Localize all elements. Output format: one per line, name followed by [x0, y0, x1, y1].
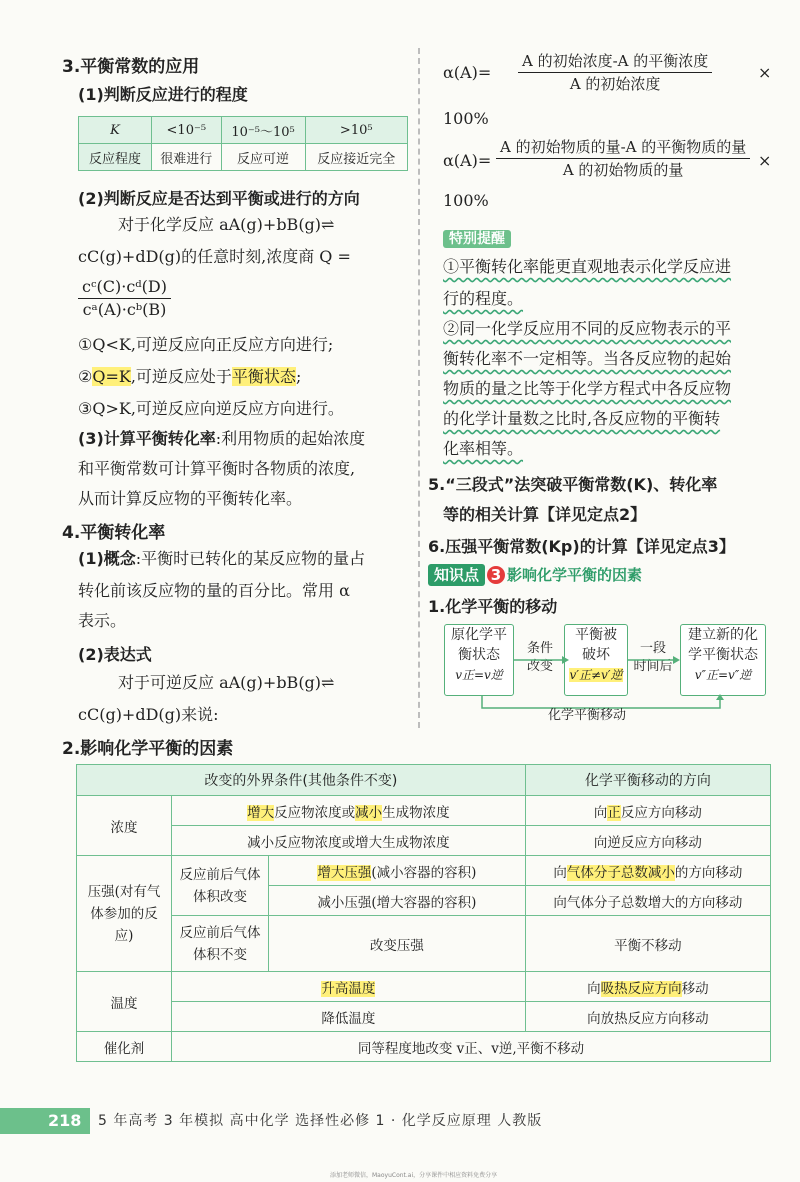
row-label: 压强(对有气体参加的反应) [77, 856, 172, 972]
section-2-title: 2.影响化学平衡的因素 [62, 739, 234, 759]
paragraph: 对于可逆反应 aA(g)+bB(g)⇌ [118, 673, 335, 692]
tip-label: 特别提醒 [443, 230, 511, 248]
column-divider [418, 48, 420, 728]
cell [525, 972, 770, 1002]
text: 行的程度。 [443, 289, 524, 308]
cell: 反应程度 [79, 144, 152, 171]
text: 的方向移动 [674, 864, 743, 881]
tip-badge [443, 228, 511, 248]
cell: 反应前后气体体积不变 [172, 916, 269, 972]
subsection-title: (2)表达式 [78, 645, 152, 664]
subsection-1-title: (1)判断反应进行的程度 [78, 85, 248, 104]
text: v″正=v″逆 [694, 668, 752, 682]
text: 改变 [526, 659, 553, 674]
text: ② [78, 367, 93, 386]
section-5-title: 5.“三段式”法突破平衡常数(K)、转化率 [428, 475, 718, 494]
cell: 改变压强 [269, 916, 526, 972]
paragraph: 表示。 [78, 611, 127, 630]
condition-2 [78, 362, 301, 392]
text: 的化学计量数之比时,各反应物的平衡转 [443, 409, 721, 428]
highlight: 吸热反应方向 [600, 980, 682, 997]
cell [269, 856, 526, 886]
text: 向 [587, 980, 601, 997]
factors-table [76, 764, 771, 1062]
paragraph: cC(g)+dD(g)来说: [78, 705, 219, 724]
highlight: 平衡状态 [231, 367, 296, 386]
text: :利用物质的起始浓度 [215, 429, 366, 448]
highlight: 气体分子总数减小 [566, 864, 675, 881]
text: 物质的量之比等于化学方程式中各反应物 [443, 379, 732, 398]
k-range-table [78, 116, 408, 171]
paragraph: cC(g)+dD(g)的任意时刻,浓度商 Q = [78, 247, 351, 266]
cell: 减小反应物浓度或增大生成物浓度 [172, 826, 526, 856]
text: 向 [553, 864, 567, 881]
highlight: v′正≠v′逆 [569, 668, 623, 682]
paragraph [78, 424, 365, 454]
row-label: 温度 [77, 972, 172, 1032]
text: 生成物浓度 [382, 804, 450, 821]
tip-line [443, 284, 523, 314]
arrow-head [673, 656, 680, 664]
section-4-title: 4.平衡转化率 [62, 523, 166, 543]
cell: 10⁻⁵～10⁵ [221, 117, 305, 144]
paragraph: 和平衡常数可计算平衡时各物质的浓度, [78, 459, 356, 478]
cell: 向逆反应方向移动 [525, 826, 770, 856]
subsection-title: 1.化学平衡的移动 [428, 597, 558, 616]
paragraph: 转化前该反应物的量的百分比。常用 α [78, 581, 350, 600]
text: ,可逆反应处于 [130, 367, 232, 386]
cell: >10⁵ [305, 117, 407, 144]
condition-1: ①Q<K,可逆反应向正反应方向进行; [78, 335, 334, 354]
quotient-fraction [78, 276, 171, 321]
row-label: 催化剂 [77, 1032, 172, 1062]
formula-2-lhs: α(A)= [443, 151, 492, 170]
subsection-3-title: (3)计算平衡转化率 [78, 429, 216, 448]
text: 原化学平 [451, 627, 507, 643]
section-3-title: 3.平衡常数的应用 [62, 57, 200, 77]
knowledge-point-badge: 知识点 [428, 564, 485, 586]
fraction-numerator: cᶜ(C)·cᵈ(D) [78, 276, 171, 299]
text: :平衡时已转化的某反应物的量占 [135, 549, 366, 568]
arrow-head [562, 656, 569, 664]
paragraph [78, 544, 365, 574]
cell: 反应可逆 [221, 144, 305, 171]
cell: 减小压强(增大容器的容积) [269, 886, 526, 916]
highlight: 减小 [355, 804, 383, 821]
times-sign: × [758, 63, 772, 82]
row-label: 浓度 [77, 796, 172, 856]
cell: K [79, 117, 152, 144]
cell: 反应接近完全 [305, 144, 407, 171]
cell [172, 972, 526, 1002]
fraction-denominator: A 的初始浓度 [569, 75, 661, 93]
cell: <10⁻⁵ [152, 117, 222, 144]
text: v正=v逆 [455, 668, 503, 682]
tip-line [443, 344, 731, 374]
tip-line [443, 404, 720, 434]
fraction-denominator: A 的初始物质的量 [562, 161, 684, 179]
fraction-denominator: cᵃ(A)·cᵇ(B) [82, 300, 167, 319]
paragraph: 对于化学反应 aA(g)+bB(g)⇌ [118, 215, 335, 234]
paragraph: 从而计算反应物的平衡转化率。 [78, 489, 303, 508]
highlight: 增大 [247, 804, 275, 821]
formula-1-fraction [518, 50, 712, 95]
tip-line [443, 434, 523, 464]
footer-text: 5 年高考 3 年模拟 高中化学 选择性必修 1 · 化学反应原理 人教版 [98, 1113, 543, 1129]
text: 学平衡状态 [688, 647, 758, 663]
text: 时间后 [633, 659, 673, 674]
cell: 向气体分子总数增大的方向移动 [525, 886, 770, 916]
text: 衡状态 [458, 647, 500, 663]
cell: 同等程度地改变 v正、v逆,平衡不移动 [172, 1032, 771, 1062]
text: 移动 [681, 980, 709, 997]
text: ①平衡转化率能更直观地表示化学反应进 [443, 257, 732, 276]
section-6-title: 6.压强平衡常数(Kp)的计算【详见定点3】 [428, 537, 735, 556]
text: 衡转化率不一定相等。当各反应物的起始 [443, 349, 732, 368]
arrow-head [716, 694, 724, 700]
knowledge-point-number: 3 [487, 566, 505, 584]
section-5-title-cont: 等的相关计算【详见定点2】 [443, 505, 647, 524]
text: 条件 [526, 641, 553, 656]
tip-line [443, 314, 731, 344]
highlight: 增大压强 [317, 864, 372, 881]
flow-bottom-label: 化学平衡移动 [548, 708, 627, 723]
text: 化率相等。 [443, 439, 524, 458]
text: 向 [593, 804, 608, 821]
cell [525, 796, 770, 826]
subsection-2-title: (2)判断反应是否达到平衡或进行的方向 [78, 189, 360, 208]
knowledge-point-title: 影响化学平衡的因素 [507, 566, 643, 584]
cell: 反应前后气体体积改变 [172, 856, 269, 916]
fraction-numerator: A 的初始物质的量-A 的平衡物质的量 [496, 136, 750, 159]
text: 平衡被 [575, 627, 617, 643]
footer-tiny-text: 添加老师微信，MaoyuCont.ai，分享课件中相应资料免费分享 [330, 1172, 498, 1179]
tip-line [443, 252, 731, 282]
cell [525, 856, 770, 886]
page-number: 218 [48, 1111, 82, 1130]
fraction-numerator: A 的初始浓度-A 的平衡浓度 [518, 50, 712, 73]
highlight: 升高温度 [321, 980, 376, 997]
table-header: 改变的外界条件(其他条件不变) [77, 765, 526, 796]
text: (减小容器的容积) [371, 864, 477, 881]
text: ②同一化学反应用不同的反应物表示的平 [443, 319, 732, 338]
cell: 平衡不移动 [525, 916, 770, 972]
text: 破坏 [582, 647, 610, 663]
highlight: 正 [607, 804, 621, 821]
text: 反应物浓度或 [274, 804, 356, 821]
times-sign: × [758, 151, 772, 170]
cell: 很难进行 [152, 144, 222, 171]
text: 反应方向移动 [620, 804, 702, 821]
subsection-title: (1)概念 [78, 549, 136, 568]
text: ; [295, 367, 302, 386]
cell: 降低温度 [172, 1002, 526, 1032]
table-header: 化学平衡移动的方向 [525, 765, 770, 796]
cell: 向放热反应方向移动 [525, 1002, 770, 1032]
tip-line [443, 374, 731, 404]
cell [172, 796, 526, 826]
text: 一段 [639, 641, 666, 656]
formula-1-lhs: α(A)= [443, 63, 492, 82]
formula-2-fraction [496, 136, 750, 181]
condition-3: ③Q>K,可逆反应向逆反应方向进行。 [78, 399, 344, 418]
knowledge-point-header [428, 564, 642, 585]
highlight: Q=K [92, 367, 131, 386]
text: 建立新的化 [688, 627, 758, 643]
percent: 100% [443, 191, 489, 210]
percent: 100% [443, 109, 489, 128]
